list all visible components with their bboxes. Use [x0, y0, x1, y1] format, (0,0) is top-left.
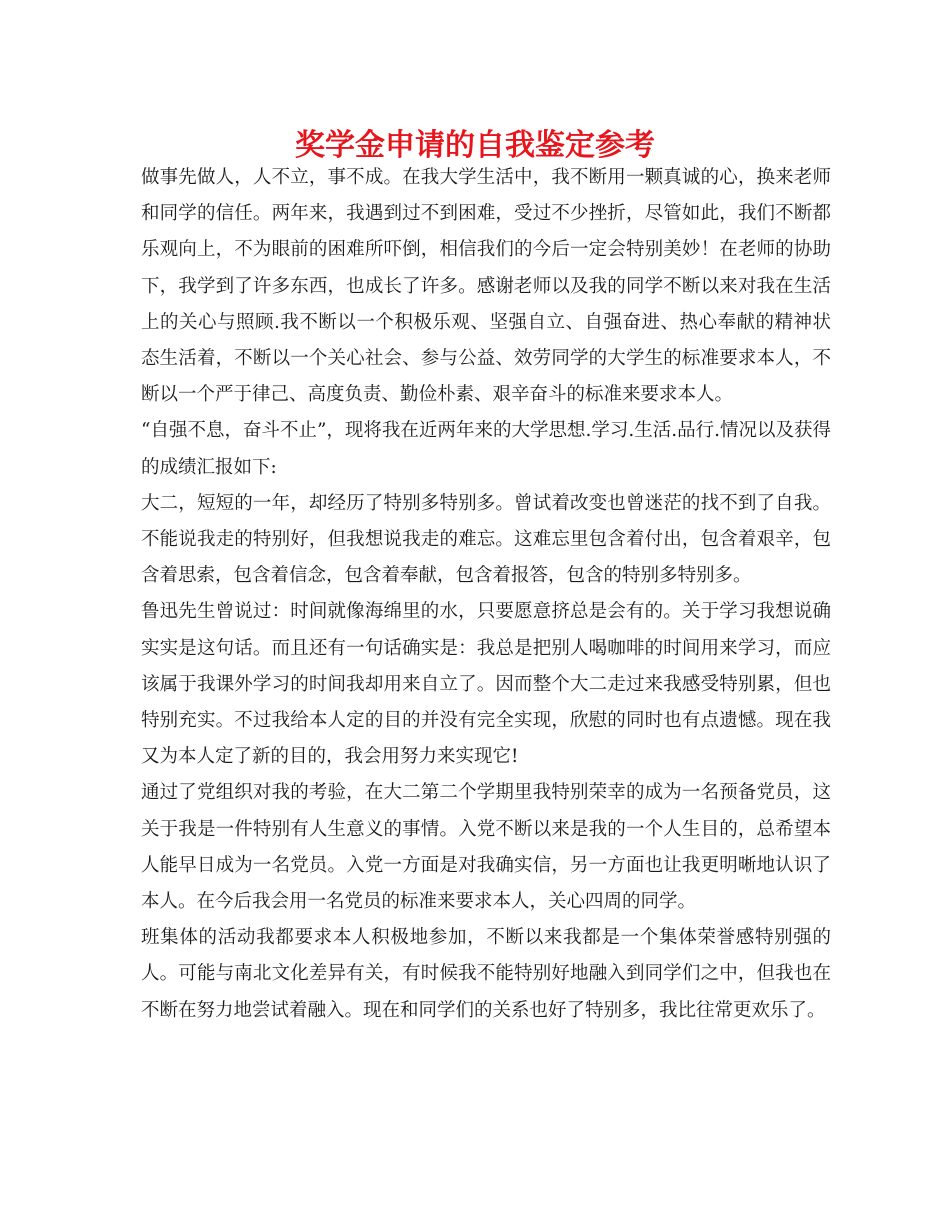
paragraph-6: 班集体的活动我都要求本人积极地参加，不断以来我都是一个集体荣誉感特别强的人。可能与南北文化差异有关，有时候我不能特别好地融入到同学们之中，但我也在不断在努力地尝试着融入。现在和同学们的关系也好了特别多，我比往常更欢乐了。	[141, 927, 831, 1021]
paragraph-2: “自强不息，奋斗不止”，现将我在近两年来的大学思想.学习.生活.品行.情况以及获得的成绩汇报如下:	[141, 420, 831, 478]
document-title: 奖学金申请的自我鉴定参考	[295, 128, 655, 163]
paragraph-1: 做事先做人，人不立，事不成。在我大学生活中，我不断用一颗真诚的心，换来老师和同学的信任。两年来，我遇到过不到困难，受过不少挫折，尽管如此，我们不断都乐观向上，不为眼前的困难所吓倒，相信我们的今后一定会特别美妙！在老师的协助下，我学到了许多东西，也成长了许多。感谢老师以及我的同学不断以来对我在生活上的关心与照顾.我不断以一个积极乐观、坚强自立、自强奋进、热心奉献的精神状态生活着，不断以一个关心社会、参与公益、效劳同学的大学生的标准要求本人，不断以一个严于律己、高度负责、勤俭朴素、艰辛奋斗的标准来要求本人。	[141, 167, 831, 406]
paragraph-5: 通过了党组织对我的考验，在大二第二个学期里我特别荣幸的成为一名预备党员，这关于我是一件特别有人生意义的事情。入党不断以来是我的一个人生目的，总希望本人能早日成为一名党员。入党一方面是对我确实信，另一方面也让我更明晰地认识了本人。在今后我会用一名党员的标准来要求本人，关心四周的同学。	[141, 782, 831, 913]
paragraph-4: 鲁迅先生曾说过：时间就像海绵里的水，只要愿意挤总是会有的。关于学习我想说确实实是这句话。而且还有一句话确实是：我总是把别人喝咖啡的时间用来学习，而应该属于我课外学习的时间我却用来自立了。因而整个大二走过来我感受特别累，但也特别充实。不过我给本人定的目的并没有完全实现，欣慰的同时也有点遗憾。现在我又为本人定了新的目的，我会用努力来实现它!	[141, 601, 831, 768]
paragraph-3: 大二，短短的一年，却经历了特别多特别多。曾试着改变也曾迷茫的找不到了自我。不能说我走的特别好，但我想说我走的难忘。这难忘里包含着付出，包含着艰辛，包含着思索，包含着信念，包含着奉献，包含着报答，包含的特别多特别多。	[141, 492, 831, 587]
document-body	[141, 160, 831, 1029]
